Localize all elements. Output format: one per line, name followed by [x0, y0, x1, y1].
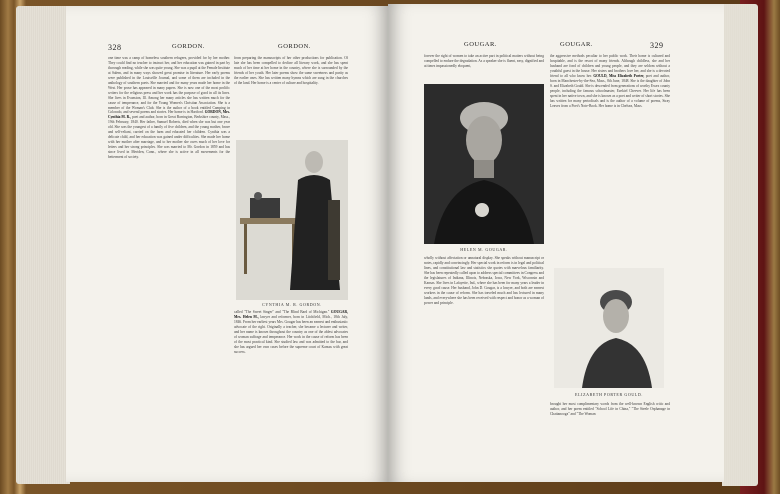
photo-caption-gould: ELIZABETH PORTER GOULD. [575, 392, 643, 397]
portrait-illustration [424, 84, 544, 244]
body-text: from preparing the manuscripts of her other productions for publication. Of late she has been compelled to decline all literary work, and she has spent much of her time at her home in the country, where she is surrounded by the friends of her youth. Her later poems show the same sweetness and purity as the earlier ones. She has written many hymns which are sung in the churches of the land. Her home is a center of culture and hospitality. [234, 56, 348, 85]
portrait-photo-gould [554, 268, 664, 388]
body-text: called "The Sweet Singer" and "The Blind Bard of Michigan." [234, 310, 331, 314]
right-column-2-bottom [550, 402, 670, 476]
page-number-right: 329 [650, 41, 664, 50]
page-number-left: 328 [108, 43, 122, 52]
left-page [66, 6, 388, 482]
right-column-1-bottom [424, 256, 544, 476]
body-text: forever the right of women to take an active part in political matters without being compelled to endure the degradation. As a speaker she is fluent, easy, dignified and at times impassionedly eloquent, [424, 54, 544, 68]
body-text: the aggressive methods peculiar to her public work. Their home is cultured and hospitable, and is the resort of many friends. Although childless, she and her husband are fond of children and young people, and they are seldom without a youthful guest in the house. Her sisters and brothers love her, and she is a devoted friend to all who know her. [550, 54, 670, 78]
photo-caption-gordon: CYNTHIA M. R. GORDON. [262, 302, 322, 307]
portrait-illustration [554, 268, 664, 388]
page-edges-left [16, 6, 70, 484]
left-column-2-top [234, 56, 348, 138]
left-column-2-bottom [234, 310, 348, 478]
body-text: poet and author, born in Manchester-by-the-Sea, Mass., 8th June, 1848. She is the daughter of John S. and Elizabeth Gould. She is descended from generations of worthy Essex county people, including the famous schoolmaster, Ezekiel Cheever. Her life has been spent in her native town, and she is known as a poet and writer of short stories. She has written for many periodicals and is the author of a volume of poems, Stray Leaves from a Poet's Note-Book. Her home is in Chelsea, Mass. [550, 73, 670, 108]
right-page [388, 4, 724, 482]
portrait-photo-gougar [424, 84, 544, 244]
body-text: wholly without affectation or unnatural display. She speaks without manuscript or notes, rapidly and convincingly. Her special work in reform is in legal and political lines, and constitutional law and statistics she quotes with marvelous familiarity. She has been repeatedly called upon to address special committees in Congress and the legislatures of Indiana, Illinois, Nebraska, Iowa, New York, Wisconsin and Kansas. She lives in Lafayette, Ind., where she has been for many years a leader in every good cause. Her husband, John D. Gougar, is a lawyer, and both are earnest workers in the cause of reform. She has traveled much and has lectured in many lands, and everywhere she has been received with respect and honor as a woman of power and principle. [424, 256, 544, 305]
running-head-left-1: GORDON. [172, 43, 205, 50]
portrait-illustration [236, 140, 348, 300]
entry-heading: GOULD, Miss Elizabeth Porter, [593, 73, 646, 78]
right-column-1-top [424, 54, 544, 84]
body-text: poet and author, born in Great Barrington, Berkshire county, Mass., 19th February, 1840. Her father, Samuel Roberts, died when she was but one year old. She was the youngest of a family of five children, and the young mother, brave and self-reliant, carried on the farm and educated her children. Cynthia was a delicate child, and her education was gained under difficulties. She made her home with her mother after marriage, and to her mother she owes much of her love for letters and her strong principles. She was married to Mr. Gordon in 1859 and has since lived in Meriden, Conn., where she is active in all movements for the betterment of society. [108, 115, 230, 160]
body-text: brought her most complimentary words from the well-known English critic and author, and her poem entitled "School Life in China," "The Steele Orphanage in Chattanooga" and "The Woman [550, 402, 670, 416]
page-edges-right [722, 4, 758, 486]
running-head-left-2: GORDON. [278, 43, 311, 50]
running-head-right-2: GOUGAR. [560, 41, 593, 48]
body-text: one time was a camp of homeless southern refugees, provided for by her mother. They could find no teacher to instruct her, and her education was gained in part by thorough reading, while she was quite young. She was a pupil at the Female Institute at Salem, and in many ways showed great promise in literature. Her early poems were published in the Louisville Journal, and some of them are included in the anthology of southern poets. She married and for many years made her home in the West. Her prose has appeared in many papers. She is now one of the most prolific writers for the religious press and her work has the purpose of good in all its lines. She lives in Evanston, Ill. Among her many articles she has written much for the cause of temperance, and for the Young Women's Christian Association. She is a member of the Woman's Club. She is the author of a book entitled Camping in Colorado, and several poems and stories. Her home is in Hartford. [108, 56, 230, 115]
photo-caption-gougar: HELEN M. GOUGAR. [460, 247, 508, 252]
entry-heading: GORDON, Mrs. Cynthia M. R., [108, 110, 230, 120]
body-text: lawyer and reformer, born in Litchfield, Mich., 18th July, 1846. From her earliest years Mrs. Gougar has been an earnest and enthusiastic advocate of the right. Originally a teacher, she became a lecturer and writer, and her name is known throughout the country as one of the ablest advocates of woman suffrage and temperance. Her work in the cause of reform has been of the most practical kind. She studied law and was admitted to the bar, and she has argued her own cases before the supreme court of Kansas with great success. [234, 314, 348, 354]
entry-heading: GOUGAR, Mrs. Helen M., [234, 310, 348, 319]
left-column-1 [108, 56, 230, 478]
right-column-2-top [550, 54, 670, 268]
running-head-right-1: GOUGAR. [464, 41, 497, 48]
portrait-photo-gordon [236, 140, 348, 300]
